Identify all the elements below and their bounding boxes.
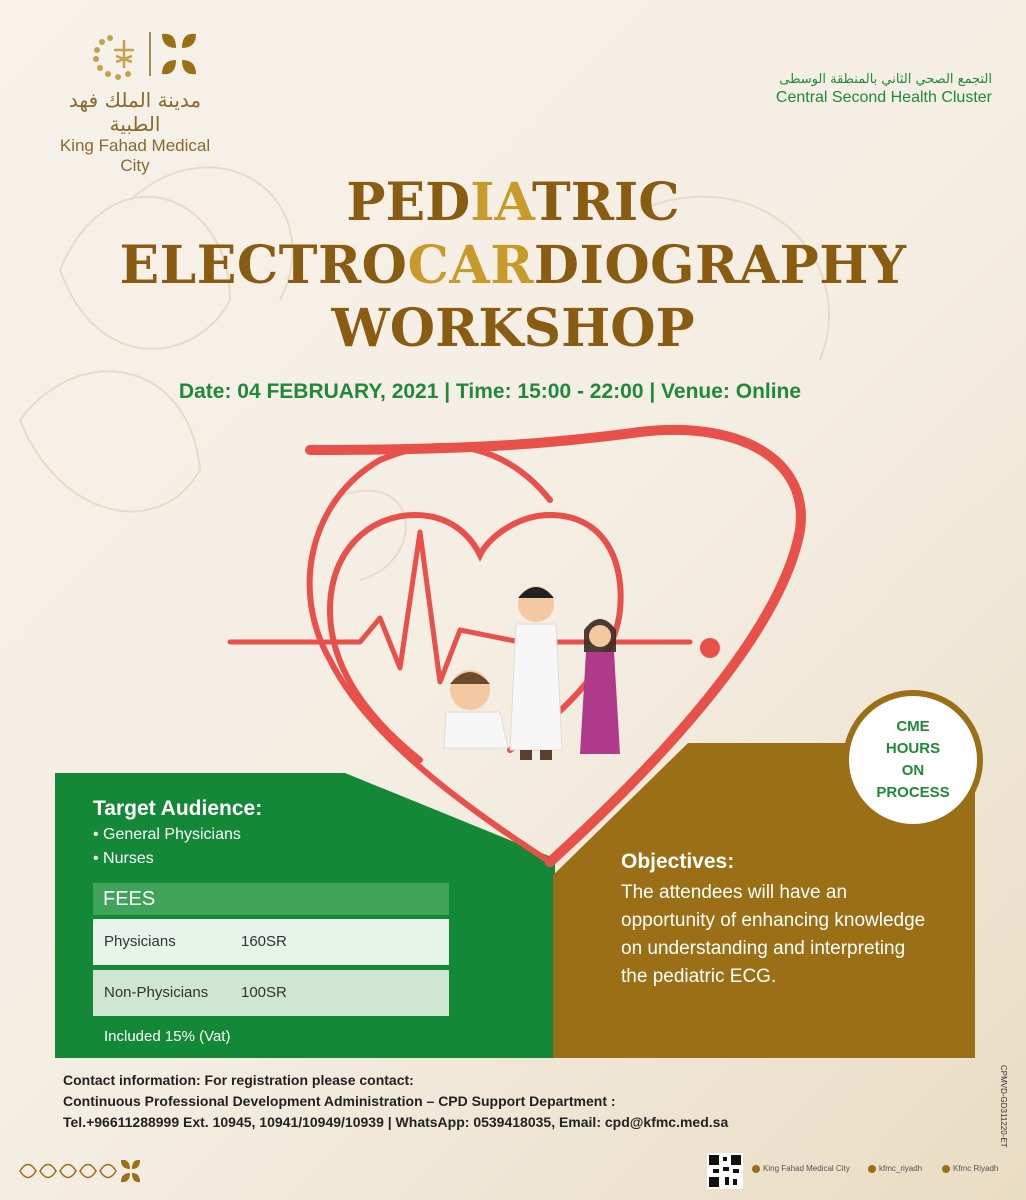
title-line-1: PEDIATRIC — [346, 172, 680, 233]
fees-header: FEES — [93, 883, 449, 915]
title-line-3: WORKSHOP — [331, 298, 695, 359]
twitter-icon — [868, 1165, 876, 1173]
fee-row-physicians — [93, 919, 449, 965]
contact-info — [63, 1070, 728, 1133]
qr-code-icon[interactable] — [707, 1153, 743, 1189]
fee-value: 100SR — [241, 984, 287, 1001]
date-time-venue: Date: 04 FEBRUARY, 2021 | Time: 15:00 - 22:00 | Venue: Online — [178, 380, 802, 403]
kfmc-logo — [50, 28, 220, 176]
globe-icon — [752, 1165, 760, 1173]
heart-ecg-illustration — [220, 420, 840, 890]
cme-badge — [843, 690, 983, 830]
social-website[interactable]: King Fahad Medical City — [752, 1164, 850, 1173]
girl-figure-icon — [580, 619, 620, 754]
cluster-logo — [776, 72, 992, 107]
objectives-title: Objectives: — [621, 850, 735, 873]
contact-line-2: Continuous Professional Development Administration – CPD Support Department : — [63, 1093, 616, 1109]
objectives-text: The attendees will have an opportunity of enhancing knowledge on understanding and interpreting the pediatric ECG. — [621, 882, 926, 987]
baby-figure-icon — [444, 670, 508, 748]
kfmc-name-ar: مدينة الملك فهد الطبية — [68, 88, 202, 136]
audience-item-nurses: • Nurses — [93, 850, 154, 867]
cluster-name-ar: التجمع الصحي الثاني بالمنطقة الوسطى — [779, 72, 992, 87]
contact-line-3: Tel.+96611288999 Ext. 10945, 10941/10949/10939 | WhatsApp: 0539418035, Email: cpd@kfmc.med.sa — [63, 1114, 729, 1130]
cluster-name-en: Central Second Health Cluster — [775, 89, 992, 106]
fee-value: 160SR — [241, 933, 287, 950]
vat-note: Included 15% (Vat) — [104, 1028, 231, 1045]
social-twitter[interactable]: kfmc_riyadh — [868, 1164, 922, 1173]
facebook-icon — [942, 1165, 950, 1173]
target-audience-title: Target Audience: — [93, 797, 263, 820]
cme-text: CME HOURS ON PROCESS — [876, 718, 950, 801]
fee-name: Non-Physicians — [104, 984, 209, 1001]
kfmc-emblem-icon — [50, 28, 220, 80]
audience-item-physicians: • General Physicians — [93, 826, 241, 843]
workshop-title — [0, 172, 1026, 360]
kfmc-name-en: King Fahad Medical City — [59, 136, 211, 175]
social-facebook[interactable]: Kfmc Riyadh — [942, 1164, 998, 1173]
side-code: CPMVD-GD311220-ET — [999, 1065, 1008, 1148]
footer-pattern-icon — [18, 1156, 143, 1186]
fee-name: Physicians — [104, 933, 176, 950]
fee-row-non-physicians — [93, 970, 449, 1016]
title-line-2: ELECTROCARDIOGRAPHY — [119, 235, 907, 296]
contact-line-1: Contact information: For registration please contact: — [63, 1072, 414, 1088]
father-figure-icon — [510, 586, 562, 760]
